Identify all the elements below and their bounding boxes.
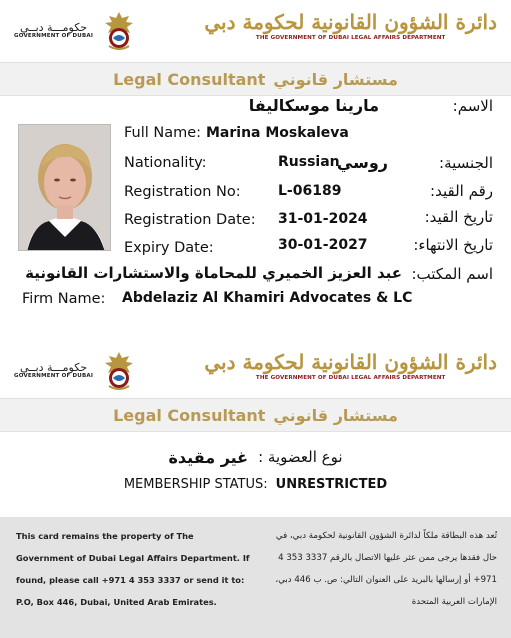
gov-name-en: GOVERNMENT OF DUBAI bbox=[14, 32, 94, 39]
dept-name-en: THE GOVERNMENT OF DUBAI LEGAL AFFAIRS DEPARTMENT bbox=[255, 35, 446, 41]
dept-logo-back bbox=[204, 352, 497, 381]
membership-label-ar: نوع العضوية : bbox=[258, 448, 343, 466]
name-value-ar: مارينا موسكاليفا bbox=[248, 96, 379, 115]
name-label-ar: الاسم: bbox=[452, 97, 493, 115]
dubai-emblem-icon bbox=[99, 10, 139, 52]
card-title-ar-back: مستشار قانوني bbox=[273, 405, 398, 425]
expiry-value: 30-01-2027 bbox=[278, 237, 368, 253]
card-front bbox=[0, 0, 511, 318]
full-name-value: Marina Moskaleva bbox=[206, 125, 349, 141]
nationality-value: Russian bbox=[278, 154, 340, 170]
firm-value: Abdelaziz Al Khamiri Advocates & LC bbox=[122, 290, 413, 306]
membership-value: UNRESTRICTED bbox=[275, 477, 388, 492]
card-title-bar-back bbox=[0, 398, 511, 432]
firm-label: Firm Name: bbox=[22, 291, 106, 307]
card-title-en: Legal Consultant bbox=[113, 69, 266, 89]
card-title-bar bbox=[0, 62, 511, 96]
firm-label-ar: اسم المكتب: bbox=[411, 265, 493, 283]
expiry-label-ar: تاريخ الانتهاء: bbox=[413, 236, 493, 254]
gov-name-ar: حكومـــة دبــي bbox=[19, 21, 88, 35]
card-footer bbox=[0, 517, 511, 638]
membership-row bbox=[0, 477, 511, 492]
reg-date-label: Registration Date: bbox=[124, 212, 256, 228]
membership-value-ar: غير مقيدة bbox=[168, 448, 249, 467]
dept-name-en-back: THE GOVERNMENT OF DUBAI LEGAL AFFAIRS DEPARTMENT bbox=[255, 375, 446, 381]
nationality-label-ar: الجنسية: bbox=[439, 154, 493, 172]
dept-name-ar-back: دائرة الشؤون القانونية لحكومة دبي bbox=[204, 350, 497, 374]
firm-value-ar: عبد العزيز الخميري للمحاماة والاستشارات القانونية bbox=[25, 264, 402, 282]
card-back bbox=[0, 336, 511, 638]
gov-logo bbox=[14, 10, 139, 52]
gov-name-ar-back: حكومـــة دبــي bbox=[19, 361, 88, 375]
membership-row-ar bbox=[0, 448, 511, 467]
reg-no-label: Registration No: bbox=[124, 184, 241, 200]
card-title-en-back: Legal Consultant bbox=[113, 405, 266, 425]
footer-text-en: This card remains the property of The Government of Dubai Legal Affairs Department. If found, please call +971 4 353 3337 or send it to: P.O, Box 446, Dubai, United Arab Emirates. bbox=[16, 531, 250, 607]
dept-name-ar: دائرة الشؤون القانونية لحكومة دبي bbox=[204, 10, 497, 34]
card-title-ar: مستشار قانوني bbox=[273, 69, 398, 89]
dept-logo bbox=[204, 12, 497, 41]
footer-text-ar: تُعد هذه البطاقة ملكاً لدائرة الشؤون القانونية لحكومة دبي، في حال فقدها يرجى ممن عثر عليها الاتصال بالرقم 3337 353 4 971+ أو إرسالها بالبريد على العنوان التالي: ص. ب 446 دبي، الإمارات العربية المتحدة bbox=[275, 531, 497, 607]
reg-no-value: L-06189 bbox=[278, 183, 342, 199]
full-name-label: Full Name: bbox=[124, 125, 202, 141]
gov-logo-back bbox=[14, 350, 139, 392]
nationality-value-ar: روسي bbox=[336, 153, 388, 172]
dubai-emblem-icon bbox=[99, 350, 139, 392]
membership-label: MEMBERSHIP STATUS: bbox=[123, 477, 268, 492]
reg-no-label-ar: رقم القيد: bbox=[430, 182, 493, 200]
expiry-label: Expiry Date: bbox=[124, 240, 214, 256]
reg-date-value: 31-01-2024 bbox=[278, 211, 368, 227]
nationality-label: Nationality: bbox=[124, 155, 207, 171]
portrait-photo bbox=[18, 124, 111, 251]
gov-name-en-back: GOVERNMENT OF DUBAI bbox=[14, 372, 94, 379]
reg-date-label-ar: تاريخ القيد: bbox=[424, 208, 493, 226]
